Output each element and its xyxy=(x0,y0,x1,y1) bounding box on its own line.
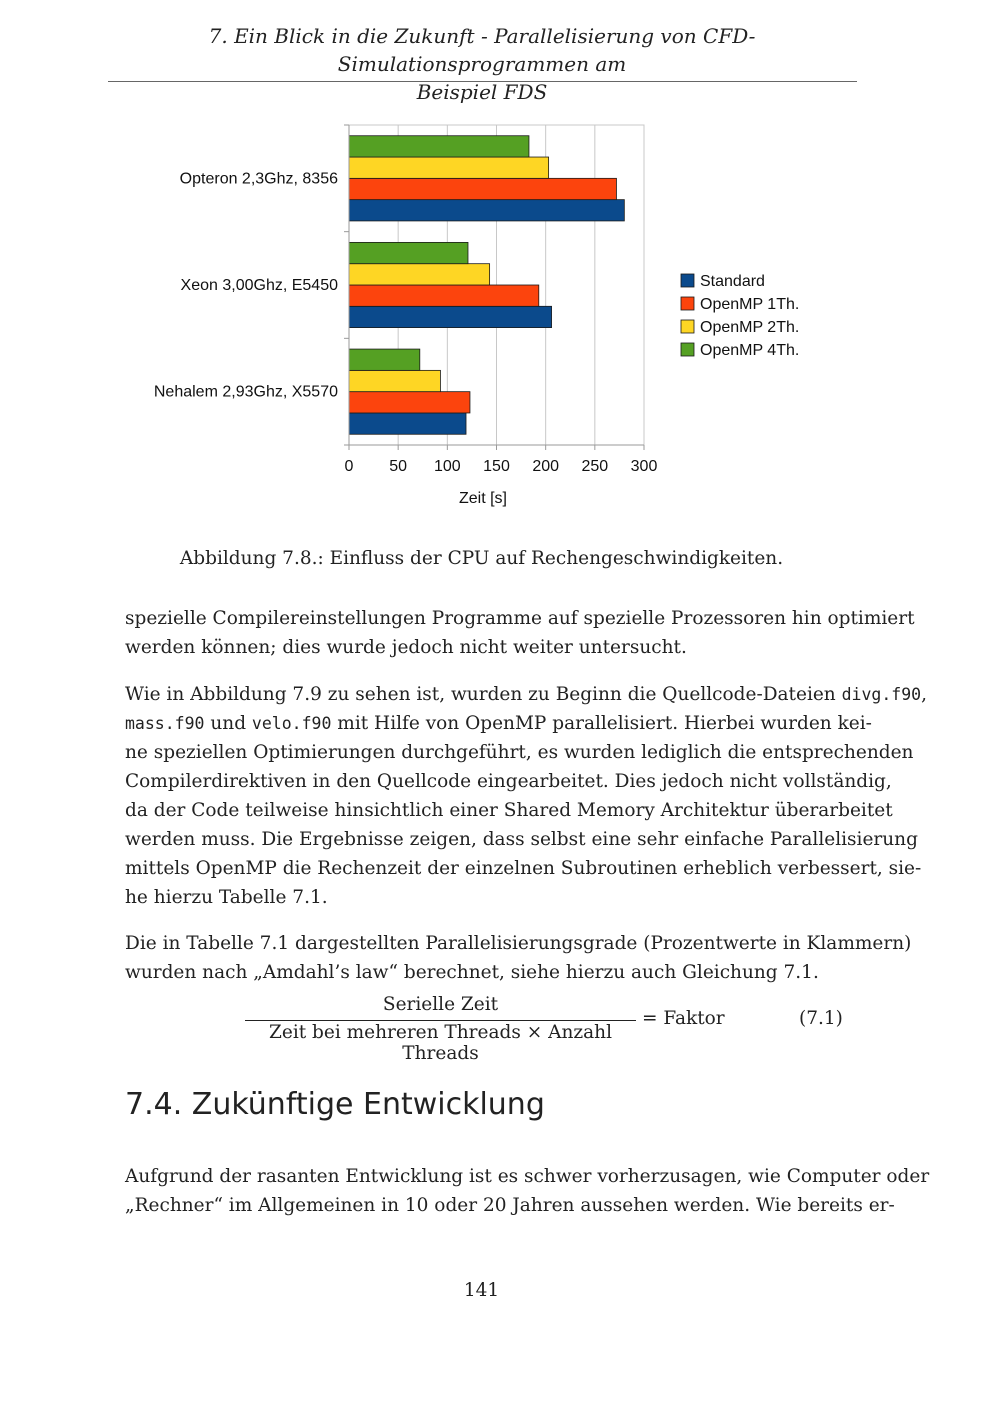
header-divider xyxy=(108,81,857,82)
paragraph-1 xyxy=(125,604,915,662)
equation-number: (7.1) xyxy=(799,1008,843,1029)
text-line: Die in Tabelle 7.1 dargestellten Parallelisierungsgrade (Prozentwerte in Klammern) xyxy=(125,933,912,954)
x-tick-label: 200 xyxy=(532,458,560,475)
text-line: spezielle Compilereinstellungen Programme auf spezielle Prozessoren hin optimiert xyxy=(125,608,915,629)
x-tick-label: 300 xyxy=(630,458,658,475)
text-fragment: mit Hilfe von OpenMP parallelisiert. Hierbei wurden kei- xyxy=(331,713,872,734)
text-line: „Rechner“ im Allgemeinen in 10 oder 20 Jahren aussehen werden. Wie bereits er- xyxy=(125,1195,895,1216)
text-line: he hierzu Tabelle 7.1. xyxy=(125,887,328,908)
bar-0-2 xyxy=(349,157,549,178)
equation-numerator: Serielle Zeit xyxy=(382,994,499,1015)
chart-bars xyxy=(349,136,624,435)
text-line: Aufgrund der rasanten Entwicklung ist es schwer vorherzusagen, wie Computer oder xyxy=(125,1166,930,1187)
text-fragment: und xyxy=(204,713,252,734)
text-line: werden muss. Die Ergebnisse zeigen, dass selbst eine sehr einfache Parallelisierung xyxy=(125,829,918,850)
legend-label: OpenMP 1Th. xyxy=(700,296,800,313)
category-label: Opteron 2,3Ghz, 8356 xyxy=(179,170,338,188)
figure-caption: Abbildung 7.8.: Einfluss der CPU auf Rechengeschwindigkeiten. xyxy=(179,548,784,569)
text-line xyxy=(125,709,872,738)
legend-label: OpenMP 4Th. xyxy=(700,342,800,359)
equation-7-1 xyxy=(245,994,845,1064)
chart-legend xyxy=(681,273,799,359)
bar-1-3 xyxy=(349,242,468,263)
legend-swatch xyxy=(681,320,694,333)
equation-denominator: Zeit bei mehreren Threads × Anzahl Threads xyxy=(269,1022,612,1064)
code-filename: mass.f90 xyxy=(125,714,205,733)
text-line: werden können; dies wurde jedoch nicht weiter untersucht. xyxy=(125,637,687,658)
legend-label: Standard xyxy=(700,273,765,290)
text-line: da der Code teilweise hinsichtlich einer Shared Memory Architektur überarbeitet xyxy=(125,800,893,821)
bar-0-1 xyxy=(349,178,616,199)
bar-0-0 xyxy=(349,200,624,221)
x-tick-label: 150 xyxy=(483,458,510,475)
text-line: wurden nach „Amdahl’s law“ berechnet, siehe hierzu auch Gleichung 7.1. xyxy=(125,962,819,983)
fraction-bar xyxy=(245,1020,636,1021)
code-filename: velo.f90 xyxy=(251,714,332,733)
legend-label: OpenMP 2Th. xyxy=(700,319,800,336)
cpu-bar-chart xyxy=(0,110,1000,520)
x-axis-label: Zeit [s] xyxy=(458,490,508,507)
code-filename: divg.f90 xyxy=(841,685,922,704)
x-tick-label: 0 xyxy=(344,458,354,475)
x-tick-label: 50 xyxy=(389,458,408,475)
equation-rhs: = Faktor xyxy=(642,1008,725,1029)
legend-swatch xyxy=(681,274,694,287)
text-fragment: Wie in Abbildung 7.9 zu sehen ist, wurden zu Beginn die Quellcode-Dateien xyxy=(125,684,836,705)
running-header-line-1: 7. Ein Blick in die Zukunft - Parallelisierung von CFD-Simulationsprogrammen am xyxy=(208,24,756,76)
text-line: mittels OpenMP die Rechenzeit der einzelnen Subroutinen erheblich verbessert, sie- xyxy=(125,858,922,879)
legend-swatch xyxy=(681,343,694,356)
text-line: Compilerdirektiven in den Quellcode eingearbeitet. Dies jedoch nicht vollständig, xyxy=(125,771,892,792)
bar-2-2 xyxy=(349,370,440,391)
paragraph-3 xyxy=(125,929,912,987)
category-label: Xeon 3,00Ghz, E5450 xyxy=(180,277,338,294)
category-label: Nehalem 2,93Ghz, X5570 xyxy=(153,383,338,401)
bar-1-2 xyxy=(349,264,490,285)
text-line xyxy=(125,680,927,709)
bar-2-1 xyxy=(349,392,470,413)
x-tick-label: 100 xyxy=(433,458,461,475)
bar-1-0 xyxy=(349,306,552,327)
paragraph-4 xyxy=(125,1162,930,1220)
legend-swatch xyxy=(681,297,694,310)
bar-2-0 xyxy=(349,413,466,434)
running-header-line-2: Beispiel FDS xyxy=(416,80,548,104)
bar-2-3 xyxy=(349,349,420,370)
section-heading: 7.4. Zukünftige Entwicklung xyxy=(125,1087,545,1122)
text-fragment: , xyxy=(921,684,927,705)
x-tick-label: 250 xyxy=(581,458,609,475)
page-number: 141 xyxy=(463,1280,500,1301)
bar-0-3 xyxy=(349,136,529,157)
paragraph-2 xyxy=(125,680,927,912)
text-line: ne speziellen Optimierungen durchgeführt, es wurden lediglich die entsprechenden xyxy=(125,742,914,763)
running-header xyxy=(108,22,856,106)
bar-1-1 xyxy=(349,285,539,306)
